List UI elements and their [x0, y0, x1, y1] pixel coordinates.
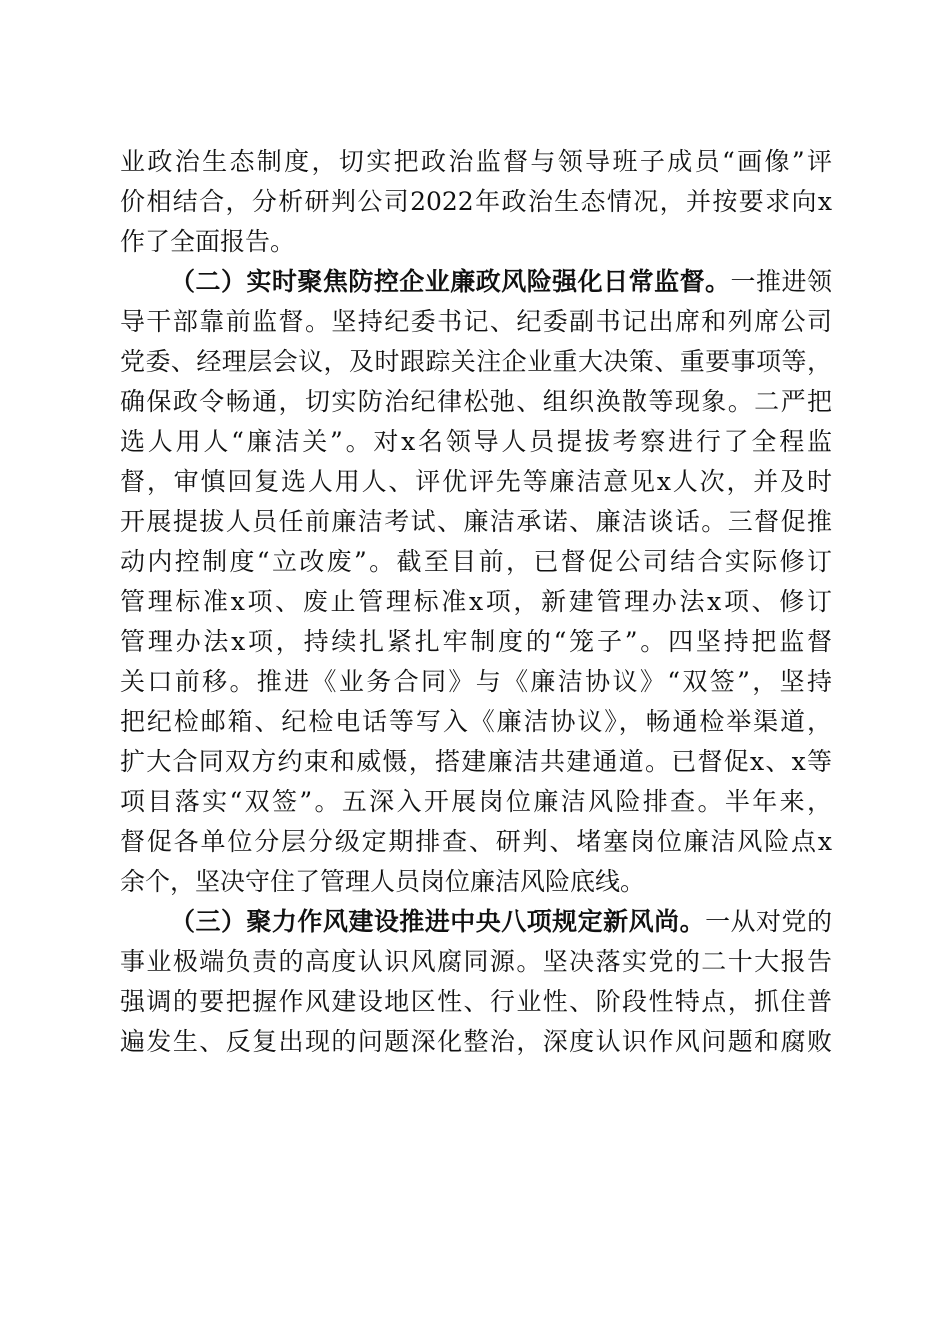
paragraph-2-line-last: 余个，坚决守住了管理人员岗位廉洁风险底线。 [120, 867, 646, 896]
paragraph-2-line: 督促各单位分层分级定期排查、研判、堵塞岗位廉洁风险点x [120, 827, 832, 856]
paragraph-3-heading: （三）聚力作风建设推进中央八项规定新风尚。 [170, 907, 706, 936]
paragraph-2-first-line-rest: 一推进领 [730, 267, 832, 296]
paragraph-2-line: 把纪检邮箱、纪检电话等写入《廉洁协议》，畅通检举渠道， [120, 707, 832, 736]
paragraph-2-line: 导干部靠前监督。坚持纪委书记、纪委副书记出席和列席公司 [120, 307, 832, 336]
paragraph-2-line: 选人用人“廉洁关”。对x名领导人员提拔考察进行了全程监 [120, 427, 832, 456]
paragraph-2-line: 党委、经理层会议，及时跟踪关注企业重大决策、重要事项等， [120, 347, 832, 376]
paragraph-3-line: 遍发生、反复出现的问题深化整治，深度认识作风问题和腐败 [120, 1027, 832, 1056]
paragraph-3-first-line-rest: 一从对党的 [705, 907, 832, 936]
paragraph-2-line: 管理标准x项、废止管理标准x项，新建管理办法x项、修订 [120, 587, 832, 616]
paragraph-2-line: 确保政令畅通，切实防治纪律松弛、组织涣散等现象。二严把 [120, 387, 832, 416]
paragraph-2-line: 督，审慎回复选人用人、评优评先等廉洁意见x人次，并及时 [120, 467, 832, 496]
paragraph-2-line: 管理办法x项，持续扎紧扎牢制度的“笼子”。四坚持把监督 [120, 627, 832, 656]
paragraph-2-line: 动内控制度“立改废”。截至目前，已督促公司结合实际修订 [120, 547, 832, 576]
paragraph-2-line: 开展提拔人员任前廉洁考试、廉洁承诺、廉洁谈话。三督促推 [120, 507, 832, 536]
paragraph-2-line: 关口前移。推进《业务合同》与《廉洁协议》“双签”，坚持 [120, 667, 832, 696]
document-body [120, 142, 832, 1062]
paragraph-3-line: 事业极端负责的高度认识风腐同源。坚决落实党的二十大报告 [120, 947, 832, 976]
paragraph-3-first-line [120, 902, 832, 942]
paragraph-2-first-line [120, 262, 832, 302]
paragraph-1-line-1: 业政治生态制度，切实把政治监督与领导班子成员“画像”评 [120, 147, 832, 176]
paragraph-1-line-3: 作了全面报告。 [120, 227, 296, 256]
paragraph-3-line: 强调的要把握作风建设地区性、行业性、阶段性特点，抓住普 [120, 987, 832, 1016]
paragraph-1-line-2: 价相结合，分析研判公司2022年政治生态情况，并按要求向x [120, 187, 832, 216]
paragraph-2-line: 项目落实“双签”。五深入开展岗位廉洁风险排查。半年来， [120, 787, 832, 816]
paragraph-2-heading: （二）实时聚焦防控企业廉政风险强化日常监督。 [170, 267, 731, 296]
paragraph-2-line: 扩大合同双方约束和威慑，搭建廉洁共建通道。已督促x、x等 [120, 747, 832, 776]
